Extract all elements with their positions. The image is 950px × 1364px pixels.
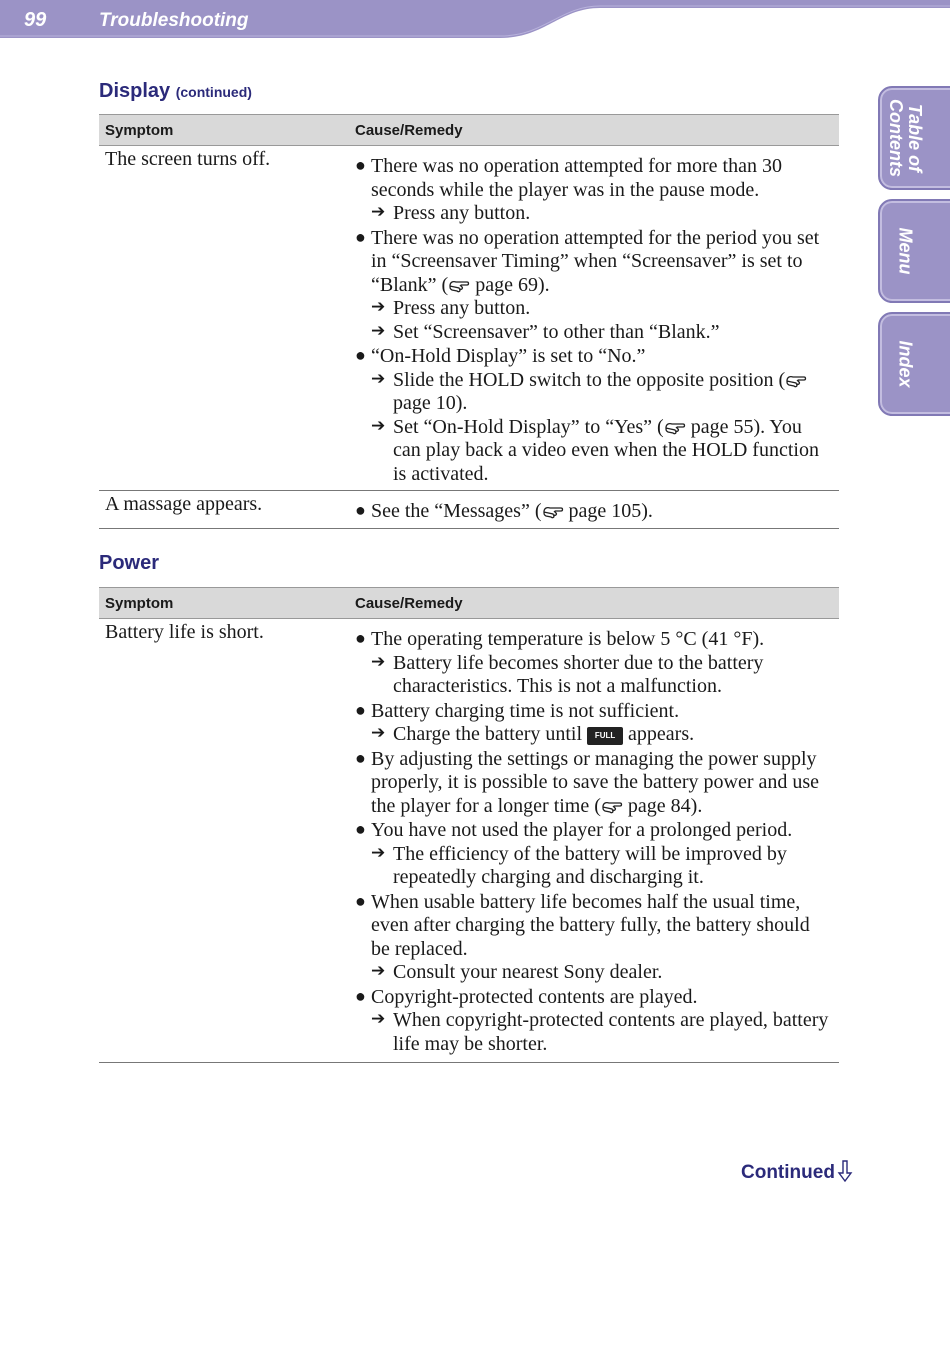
- remedy-cell: [347, 491, 839, 529]
- table-row: [99, 619, 839, 1063]
- list-item: ● Battery charging time is not sufficient.: [355, 699, 680, 722]
- remedy-cell: [347, 146, 839, 491]
- cause-remedy-header: Cause/Remedy: [347, 115, 839, 146]
- tab-menu[interactable]: [878, 199, 950, 303]
- tab-index[interactable]: [878, 312, 950, 416]
- page-reference-hand-icon: [601, 798, 623, 814]
- bullet-icon: ●: [355, 890, 366, 911]
- page-reference-hand-icon: [542, 503, 564, 519]
- page-reference-hand-icon: [664, 419, 686, 435]
- list-item: ● There was no operation attempted for the period you set in “Screensaver Timing” when “Screensaver” is set to “Blank” ( page 69).: [355, 226, 820, 296]
- down-arrow-icon: [837, 1160, 853, 1182]
- list-item: ● When usable battery life becomes half the usual time, even after charging the battery fully, the battery should be replaced.: [355, 890, 810, 960]
- tab-index-label: Index: [895, 340, 916, 388]
- arrow-icon: ➔: [371, 415, 386, 436]
- remedy-item: ➔ Slide the HOLD switch to the opposite position ( page 10).: [371, 369, 833, 416]
- section-name: Troubleshooting: [99, 10, 249, 31]
- list-item: ● See the “Messages” ( page 105).: [355, 500, 653, 522]
- table-header-row: [99, 115, 839, 146]
- arrow-icon: ➔: [371, 297, 386, 317]
- bullet-icon: ●: [355, 699, 366, 720]
- continued-label: Continued: [741, 1162, 835, 1183]
- symptom-header: Symptom: [99, 115, 347, 146]
- symptom-cell: A massage appears.: [99, 491, 347, 529]
- display-title-suffix: (continued): [175, 84, 252, 100]
- arrow-icon: ➔: [371, 202, 386, 222]
- arrow-icon: ➔: [371, 651, 386, 672]
- tab-menu-label: Menu: [895, 227, 916, 275]
- remedy-cell: [347, 619, 839, 1063]
- arrow-icon: ➔: [371, 1009, 386, 1029]
- arrow-icon: ➔: [371, 842, 386, 863]
- page-number: 99: [24, 9, 47, 31]
- arrow-icon: ➔: [371, 961, 386, 981]
- arrow-icon: ➔: [371, 368, 386, 389]
- page-reference-hand-icon: [785, 372, 807, 388]
- bullet-icon: ●: [355, 985, 366, 1006]
- table-row: [99, 491, 839, 529]
- symptom-cell: The screen turns off.: [99, 146, 347, 491]
- list-item: ● “On-Hold Display” is set to “No.”: [355, 345, 646, 367]
- arrow-icon: ➔: [371, 723, 386, 743]
- bullet-icon: ●: [355, 747, 366, 768]
- tab-table-of-contents[interactable]: [878, 86, 950, 190]
- arrow-icon: ➔: [371, 320, 386, 341]
- page-header: [0, 0, 950, 40]
- list-item: ● You have not used the player for a prolonged period.: [355, 819, 793, 841]
- remedy-item: ➔ Press any button.: [371, 202, 531, 224]
- bullet-icon: ●: [355, 500, 366, 520]
- bullet-icon: ●: [355, 155, 366, 175]
- list-item: ● The operating temperature is below 5 °C (41 °F).: [355, 628, 765, 650]
- display-title: Display: [99, 80, 171, 102]
- bullet-icon: ●: [355, 226, 366, 247]
- table-header-row: [99, 588, 839, 619]
- bullet-icon: ●: [355, 819, 366, 839]
- display-section-title: [99, 80, 252, 103]
- battery-full-icon: FULL: [587, 727, 623, 745]
- remedy-item: ➔ Charge the battery until FULL appears.: [371, 723, 695, 745]
- tab-toc-label: Table of Contents: [886, 99, 925, 177]
- continued-link[interactable]: [741, 1160, 853, 1184]
- list-item: ● Copyright-protected contents are played.: [355, 985, 698, 1008]
- display-table: [99, 114, 839, 529]
- page-reference-hand-icon: [448, 277, 470, 293]
- remedy-item: ➔ Set “On-Hold Display” to “Yes” ( page 55). You can play back a video even when the HOLD function is activated.: [371, 415, 819, 485]
- power-table: [99, 587, 839, 1063]
- bullet-icon: ●: [355, 628, 366, 648]
- list-item: ● There was no operation attempted for more than 30 seconds while the player was in the pause mode.: [355, 155, 782, 201]
- remedy-item: ➔ Press any button.: [371, 297, 531, 319]
- power-section-title: Power: [99, 552, 160, 574]
- remedy-item: ➔ The efficiency of the battery will be improved by repeatedly charging and discharging it.: [371, 842, 787, 888]
- remedy-item: ➔ When copyright-protected contents are played, battery life may be shorter.: [371, 1009, 829, 1055]
- remedy-item: ➔ Consult your nearest Sony dealer.: [371, 961, 663, 983]
- table-row: [99, 146, 839, 491]
- list-item: ● By adjusting the settings or managing the power supply properly, it is possible to save the battery power and use the player for a longer time ( page 84).: [355, 747, 820, 817]
- symptom-cell: Battery life is short.: [99, 619, 347, 1063]
- remedy-item: ➔ Battery life becomes shorter due to the battery characteristics. This is not a malfunction.: [371, 651, 764, 697]
- cause-remedy-header: Cause/Remedy: [347, 588, 839, 619]
- bullet-icon: ●: [355, 345, 366, 365]
- remedy-item: ➔ Set “Screensaver” to other than “Blank.”: [371, 320, 720, 343]
- symptom-header: Symptom: [99, 588, 347, 619]
